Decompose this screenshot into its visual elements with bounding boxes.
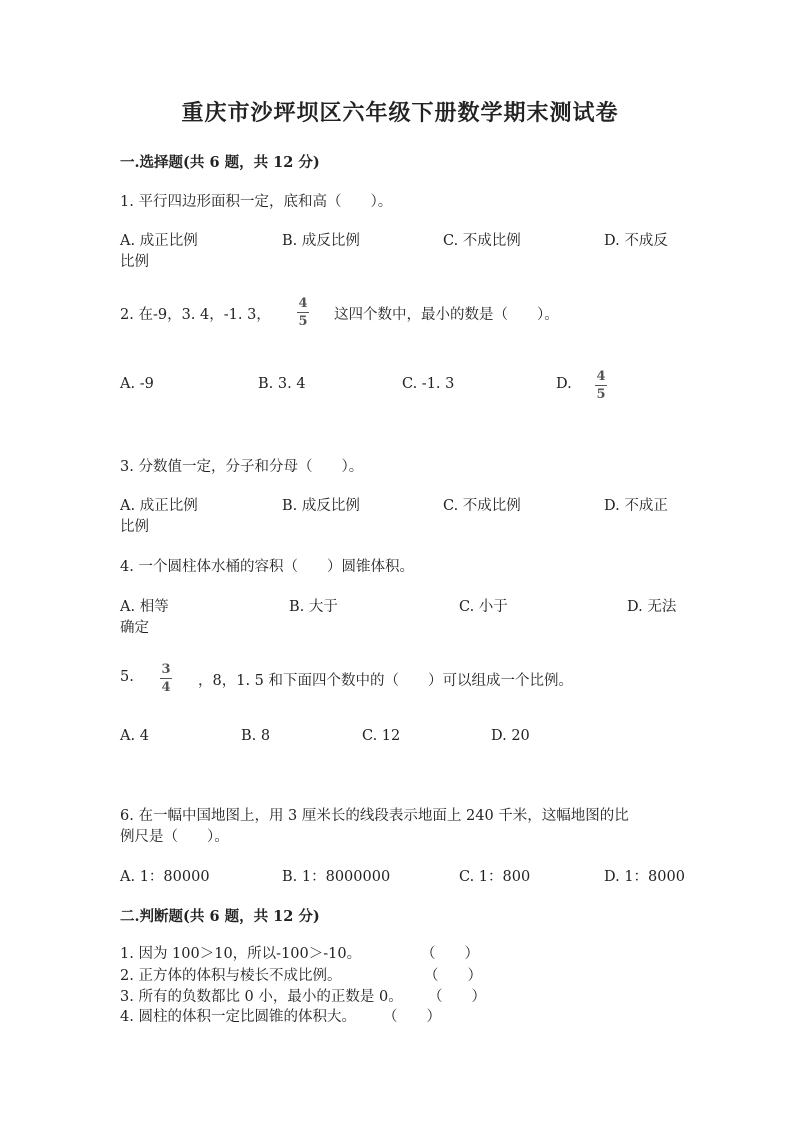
fraction-denominator: 4 (161, 680, 171, 695)
q1-option-b: B. 成反比例 (282, 233, 360, 249)
question-2-text-a: 2. 在-9，3. 4，-1. 3， (120, 307, 271, 323)
q5-option-c: C. 12 (362, 728, 401, 744)
judgement-item-4-text: 4. 圆柱的体积一定比圆锥的体积大。 (120, 1009, 356, 1025)
q2-option-d-fraction (595, 370, 607, 401)
fraction-denominator: 5 (596, 387, 606, 402)
q3-option-b: B. 成反比例 (282, 498, 360, 514)
q1-option-d-wrap: 比例 (120, 254, 149, 270)
question-5-number: 5. (120, 669, 134, 685)
q4-option-b: B. 大于 (289, 599, 338, 615)
question-5-text: ，8，1. 5 和下面四个数中的（ ）可以组成一个比例。 (198, 673, 574, 689)
judgement-item-1-blank: （ ） (421, 946, 479, 962)
fraction-bar (297, 312, 309, 313)
q4-option-d-wrap: 确定 (120, 620, 149, 636)
q4-option-c: C. 小于 (459, 599, 508, 615)
judgement-item-2-text: 2. 正方体的体积与棱长不成比例。 (120, 968, 342, 984)
question-6-text-line1: 6. 在一幅中国地图上，用 3 厘米长的线段表示地面上 240 千米，这幅地图的比 (120, 808, 629, 824)
section-heading-judgement: 二.判断题(共 6 题，共 12 分) (120, 908, 320, 925)
q6-option-b: B. 1：8000000 (282, 869, 391, 885)
question-1-text: 1. 平行四边形面积一定，底和高（ ）。 (120, 194, 393, 210)
q3-option-c: C. 不成比例 (443, 498, 521, 514)
question-2-text-b: 这四个数中，最小的数是（ ）。 (334, 307, 559, 323)
q5-option-a: A. 4 (120, 728, 149, 744)
q2-option-d: D. (556, 376, 572, 392)
judgement-item-1-text: 1. 因为 100＞10，所以-100＞-10。 (120, 946, 362, 962)
fraction-bar (160, 678, 172, 679)
q3-option-d: D. 不成正 (604, 498, 668, 514)
q4-option-d: D. 无法 (627, 599, 677, 615)
question-6-text-line2: 例尺是（ ）。 (120, 829, 229, 845)
fraction-numerator: 4 (596, 369, 606, 384)
q6-option-a: A. 1：80000 (120, 869, 210, 885)
q2-option-a: A. -9 (120, 376, 154, 392)
q3-option-a: A. 成正比例 (120, 498, 198, 514)
q1-option-a: A. 成正比例 (120, 233, 198, 249)
q5-option-b: B. 8 (241, 728, 271, 744)
q3-option-d-wrap: 比例 (120, 519, 149, 535)
q1-option-c: C. 不成比例 (443, 233, 521, 249)
judgement-item-3-blank: （ ） (428, 989, 486, 1005)
judgement-item-2-blank: （ ） (424, 968, 482, 984)
q2-option-b: B. 3. 4 (258, 376, 306, 392)
q1-option-d: D. 不成反 (604, 233, 668, 249)
q5-option-d: D. 20 (491, 728, 530, 744)
question-4-text: 4. 一个圆柱体水桶的容积（ ）圆锥体积。 (120, 559, 414, 575)
question-5-fraction (160, 663, 172, 694)
q2-option-c: C. -1. 3 (402, 376, 455, 392)
section-heading-choice: 一.选择题(共 6 题，共 12 分) (120, 154, 320, 171)
q6-option-c: C. 1：800 (459, 869, 531, 885)
fraction-denominator: 5 (298, 314, 308, 329)
fraction-numerator: 4 (298, 296, 308, 311)
q4-option-a: A. 相等 (120, 599, 169, 615)
judgement-item-4-blank: （ ） (383, 1009, 441, 1025)
judgement-item-3-text: 3. 所有的负数都比 0 小，最小的正数是 0。 (120, 989, 403, 1005)
fraction-bar (595, 385, 607, 386)
question-2-fraction (297, 297, 309, 328)
question-3-text: 3. 分数值一定，分子和分母（ ）。 (120, 459, 364, 475)
fraction-numerator: 3 (161, 662, 171, 677)
page-title: 重庆市沙坪坝区六年级下册数学期末测试卷 (181, 100, 619, 126)
q6-option-d: D. 1：8000 (604, 869, 685, 885)
